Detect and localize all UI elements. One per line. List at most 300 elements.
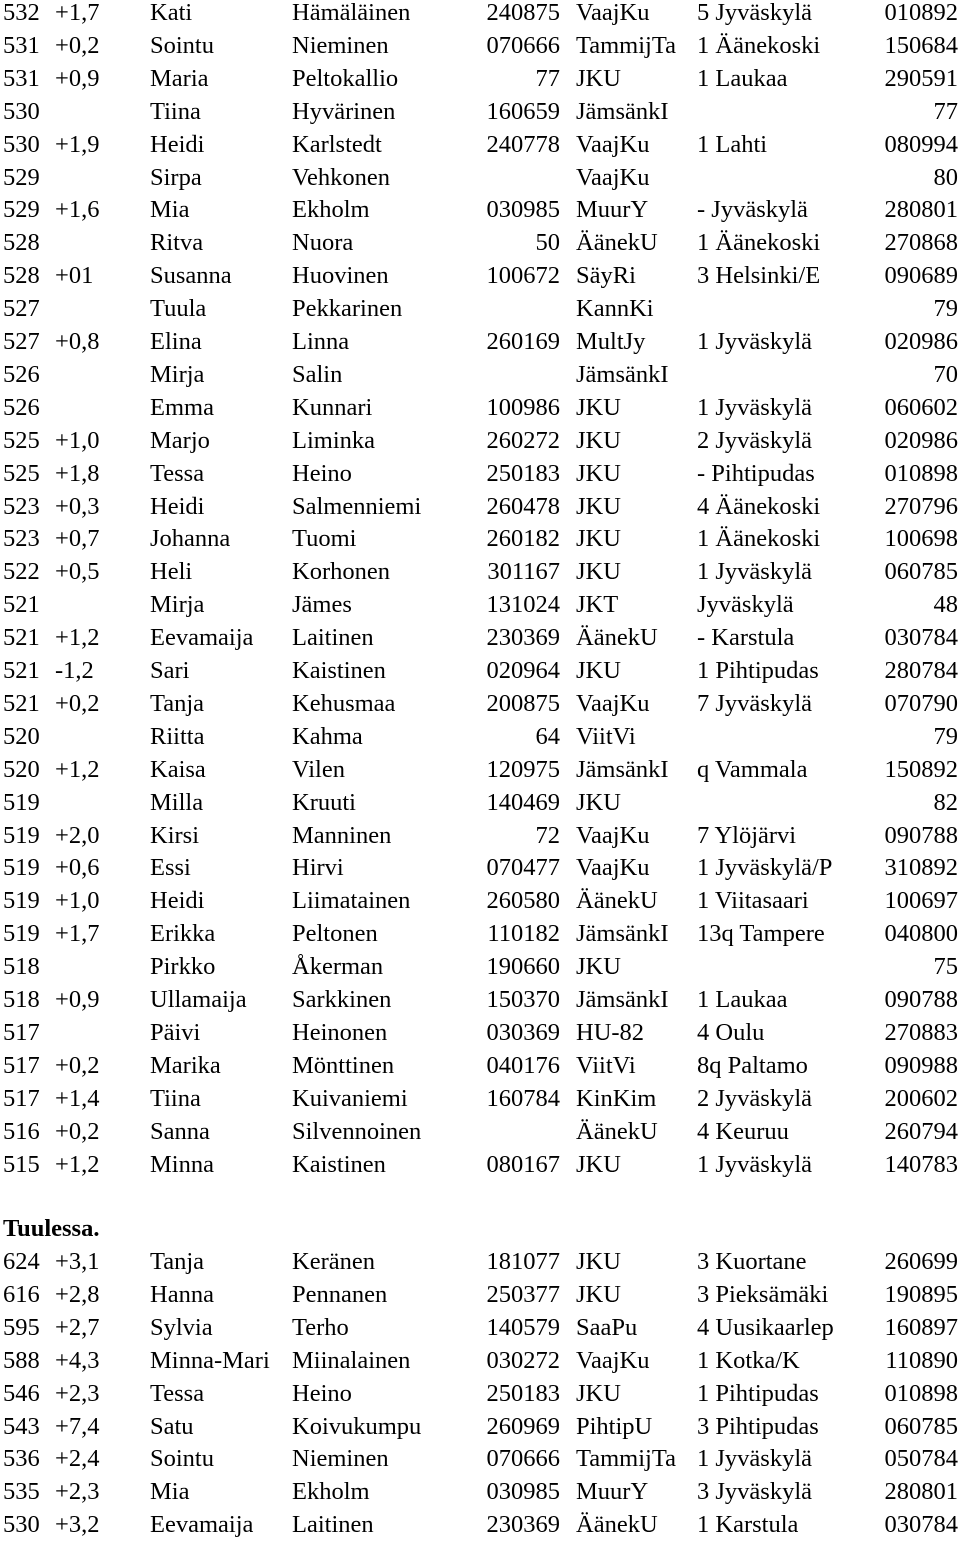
competition-date-cell: 280801 [884,1478,958,1506]
table-row [0,1311,960,1344]
club-cell: JKU [576,393,621,421]
club-cell: JKT [576,591,619,619]
placing-location-cell: 5 Jyväskylä [697,0,812,26]
competition-date-cell: 080994 [884,130,958,158]
club-cell: KannKi [576,295,654,323]
placing-location-cell: 1 Jyväskylä [697,1150,812,1178]
competition-date-cell: 110890 [885,1346,958,1374]
wind-cell: +0,9 [55,64,100,92]
table-row [0,917,960,950]
placing-location-cell: 4 Äänekoski [697,492,821,520]
club-cell: VaajKu [576,0,650,26]
first-name-cell: Sointu [150,31,214,59]
club-cell: VaajKu [576,821,650,849]
club-cell: JKU [576,558,621,586]
birth-date-cell: 100986 [486,393,560,421]
table-row [0,687,960,720]
competition-date-cell: 190895 [884,1280,958,1308]
birth-date-cell: 250377 [486,1280,560,1308]
competition-date-cell: 270868 [884,229,958,257]
wind-cell: +1,6 [55,196,100,224]
last-name-cell: Keränen [292,1248,375,1275]
placing-location-cell: 1 Karstula [697,1511,799,1539]
competition-date-cell: 050784 [884,1445,958,1473]
result-cell: 525 [3,426,40,454]
first-name-cell: Emma [150,393,214,421]
birth-date-cell: 030272 [486,1346,560,1374]
competition-date-cell: 030784 [884,624,958,652]
result-cell: 530 [3,1511,40,1539]
competition-date-cell: 160897 [884,1313,958,1341]
first-name-cell: Sylvia [150,1313,213,1341]
result-cell: 521 [3,591,40,619]
club-cell: VaajKu [576,163,650,191]
club-cell: ViitVi [576,1051,636,1079]
club-cell: ÄänekU [576,229,658,257]
birth-date-cell: 260169 [486,328,560,355]
table-row [0,786,960,819]
placing-location-cell: 1 Laukaa [697,986,788,1013]
last-name-cell: Nieminen [292,31,389,59]
first-name-cell: Kati [150,0,193,26]
result-cell: 536 [3,1445,40,1473]
wind-cell: +2,3 [55,1478,100,1506]
placing-location-cell: - Jyväskylä [697,196,808,224]
placing-location-cell: 1 Lahti [697,130,768,158]
first-name-cell: Tiina [150,97,201,125]
club-cell: JKU [576,1150,621,1178]
result-cell: 532 [3,0,40,26]
table-row [0,983,960,1016]
first-name-cell: Tessa [150,459,205,487]
last-name-cell: Peltokallio [292,64,399,92]
club-cell: HU-82 [576,1018,645,1046]
table-row [0,0,960,29]
birth-date-cell: 260478 [486,492,560,520]
last-name-cell: Kaistinen [292,657,386,684]
first-name-cell: Heli [150,558,193,586]
wind-cell: +01 [55,262,94,290]
result-cell: 546 [3,1379,40,1407]
result-cell: 530 [3,97,40,125]
club-cell: VaajKu [576,1346,650,1374]
birth-date-cell: 100672 [486,262,560,290]
birth-date-cell: 250183 [486,459,560,487]
placing-location-cell: 3 Kuortane [697,1248,807,1275]
first-name-cell: Maria [150,64,209,92]
table-row [0,259,960,292]
last-name-cell: Heino [292,1379,352,1407]
result-cell: 523 [3,492,40,520]
birth-date-cell: 070477 [486,854,560,882]
placing-location-cell: 1 Äänekoski [697,31,821,59]
last-name-cell: Korhonen [292,558,390,586]
result-cell: 517 [3,1084,40,1112]
first-name-cell: Marjo [150,426,210,454]
birth-date-cell: 181077 [486,1248,560,1275]
placing-location-cell: 1 Kotka/K [697,1346,800,1374]
first-name-cell: Ritva [150,229,204,257]
first-name-cell: Ullamaija [150,986,247,1013]
placing-location-cell: 1 Äänekoski [697,525,821,553]
placing-location-cell: 7 Jyväskylä [697,689,812,717]
table-row [0,1245,960,1278]
birth-date-cell: 160784 [486,1084,560,1112]
last-name-cell: Kaistinen [292,1150,386,1178]
result-cell: 531 [3,31,40,59]
club-cell: ÄänekU [576,1511,658,1539]
last-name-cell: Jämes [292,591,352,619]
competition-date-cell: 150892 [884,755,958,783]
result-cell: 527 [3,295,40,323]
wind-cell: +0,5 [55,558,100,586]
last-name-cell: Liminka [292,426,376,454]
birth-date-cell: 50 [535,229,560,257]
birth-date-cell: 150370 [486,986,560,1013]
competition-date-cell: 270883 [884,1018,958,1046]
wind-cell: -1,2 [55,657,94,684]
table-row [0,62,960,95]
table-row [0,161,960,194]
last-name-cell: Tuomi [292,525,357,553]
table-row [0,292,960,325]
result-cell: 588 [3,1346,40,1374]
competition-date-cell: 79 [933,722,958,750]
birth-date-cell: 301167 [487,558,560,586]
last-name-cell: Nuora [292,229,354,257]
last-name-cell: Miinalainen [292,1346,411,1374]
first-name-cell: Sanna [150,1117,210,1145]
table-row [0,654,960,687]
competition-date-cell: 010898 [884,459,958,487]
placing-location-cell: 7 Ylöjärvi [697,821,797,849]
competition-date-cell: 79 [933,295,958,323]
wind-cell: +7,4 [55,1412,100,1440]
birth-date-cell: 200875 [486,689,560,717]
placing-location-cell: - Pihtipudas [697,459,815,487]
last-name-cell: Laitinen [292,1511,374,1539]
club-cell: KinKim [576,1084,657,1112]
competition-date-cell: 310892 [884,854,958,882]
table-row [0,1115,960,1148]
birth-date-cell: 260580 [486,887,560,915]
wind-cell: +1,4 [55,1084,100,1112]
competition-date-cell: 140783 [884,1150,958,1178]
placing-location-cell: 2 Jyväskylä [697,426,812,454]
first-name-cell: Hanna [150,1280,214,1308]
birth-date-cell: 190660 [486,953,560,981]
competition-date-cell: 070790 [884,689,958,717]
wind-cell: +1,7 [55,0,100,26]
first-name-cell: Heidi [150,887,205,915]
first-name-cell: Mirja [150,360,205,388]
birth-date-cell: 120975 [486,755,560,783]
result-cell: 520 [3,755,40,783]
competition-date-cell: 090788 [884,986,958,1013]
first-name-cell: Mia [150,1478,190,1506]
placing-location-cell: 1 Pihtipudas [697,1379,819,1407]
last-name-cell: Vehkonen [292,163,390,191]
birth-date-cell: 77 [535,64,560,92]
first-name-cell: Minna [150,1150,214,1178]
last-name-cell: Heino [292,459,352,487]
wind-cell: +3,2 [55,1511,100,1539]
last-name-cell: Kahma [292,722,363,750]
first-name-cell: Riitta [150,722,205,750]
table-row [0,457,960,490]
first-name-cell: Essi [150,854,191,882]
first-name-cell: Mia [150,196,190,224]
last-name-cell: Liimatainen [292,887,411,915]
competition-date-cell: 040800 [884,920,958,948]
wind-cell: +1,2 [55,1150,100,1178]
wind-assisted-heading: Tuulessa. [3,1215,100,1242]
wind-cell: +1,0 [55,426,100,454]
last-name-cell: Linna [292,328,350,355]
birth-date-cell: 020964 [486,657,560,684]
wind-cell: +0,2 [55,689,100,717]
first-name-cell: Marika [150,1051,221,1079]
wind-cell: +1,8 [55,459,100,487]
table-row [0,819,960,852]
placing-location-cell: Jyväskylä [697,591,794,619]
wind-cell: +3,1 [55,1248,100,1275]
club-cell: JKU [576,657,621,684]
placing-location-cell: 1 Jyväskylä/P [697,854,833,882]
club-cell: JKU [576,1280,621,1308]
club-cell: PihtipU [576,1412,653,1440]
last-name-cell: Terho [292,1313,349,1341]
first-name-cell: Kirsi [150,821,199,849]
first-name-cell: Satu [150,1412,194,1440]
placing-location-cell: 1 Jyväskylä [697,558,812,586]
table-row [0,753,960,786]
table-row [0,1016,960,1049]
first-name-cell: Tiina [150,1084,201,1112]
last-name-cell: Åkerman [292,953,384,981]
first-name-cell: Sointu [150,1445,214,1473]
club-cell: JKU [576,492,621,520]
competition-date-cell: 090689 [884,262,958,290]
placing-location-cell: 8q Paltamo [697,1051,808,1079]
wind-cell: +1,0 [55,887,100,915]
table-row [0,29,960,62]
wind-cell: +0,3 [55,492,100,520]
wind-cell: +2,8 [55,1280,100,1308]
result-cell: 527 [3,328,40,355]
wind-cell: +4,3 [55,1346,100,1374]
result-cell: 528 [3,262,40,290]
result-cell: 526 [3,360,40,388]
table-row [0,325,960,358]
result-cell: 595 [3,1313,40,1341]
club-cell: VaajKu [576,130,650,158]
competition-date-cell: 70 [933,360,958,388]
first-name-cell: Kaisa [150,755,206,783]
placing-location-cell: 4 Oulu [697,1018,765,1046]
last-name-cell: Silvennoinen [292,1117,422,1145]
wind-cell: +2,0 [55,821,100,849]
birth-date-cell: 230369 [486,1511,560,1539]
result-cell: 531 [3,64,40,92]
club-cell: JKU [576,426,621,454]
club-cell: JämsänkI [576,97,669,125]
wind-cell: +2,4 [55,1445,100,1473]
first-name-cell: Minna-Mari [150,1346,270,1374]
wind-cell: +0,9 [55,986,100,1013]
table-row [0,391,960,424]
club-cell: JKU [576,64,621,92]
table-row [0,1442,960,1475]
club-cell: VaajKu [576,689,650,717]
birth-date-cell: 160659 [486,97,560,125]
first-name-cell: Tessa [150,1379,205,1407]
table-row [0,884,960,917]
wind-cell: +1,2 [55,755,100,783]
first-name-cell: Erikka [150,920,216,948]
club-cell: JämsänkI [576,986,669,1013]
table-row [0,128,960,161]
last-name-cell: Manninen [292,821,392,849]
first-name-cell: Susanna [150,262,232,290]
result-cell: 515 [3,1150,40,1178]
result-cell: 525 [3,459,40,487]
birth-date-cell: 070666 [486,31,560,59]
result-cell: 521 [3,657,40,684]
result-cell: 516 [3,1117,40,1145]
birth-date-cell: 030985 [486,1478,560,1506]
first-name-cell: Tanja [150,1248,205,1275]
result-cell: 523 [3,525,40,553]
birth-date-cell: 260969 [486,1412,560,1440]
result-cell: 519 [3,920,40,948]
competition-date-cell: 260794 [884,1117,958,1145]
competition-date-cell: 150684 [884,31,958,59]
last-name-cell: Laitinen [292,624,374,652]
birth-date-cell: 030985 [486,196,560,224]
birth-date-cell: 040176 [486,1051,560,1079]
birth-date-cell: 110182 [487,920,560,948]
last-name-cell: Ekholm [292,196,370,224]
result-cell: 519 [3,788,40,816]
last-name-cell: Hyvärinen [292,97,396,125]
wind-cell: +0,2 [55,1117,100,1145]
placing-location-cell: 3 Jyväskylä [697,1478,812,1506]
birth-date-cell: 240778 [486,130,560,158]
first-name-cell: Elina [150,328,202,355]
club-cell: JämsänkI [576,920,669,948]
result-cell: 529 [3,196,40,224]
last-name-cell: Hämäläinen [292,0,411,26]
last-name-cell: Mönttinen [292,1051,395,1079]
last-name-cell: Salmenniemi [292,492,422,520]
result-cell: 517 [3,1051,40,1079]
competition-date-cell: 020986 [884,328,958,355]
placing-location-cell: 2 Jyväskylä [697,1084,812,1112]
placing-location-cell: 1 Pihtipudas [697,657,819,684]
table-row [0,1475,960,1508]
club-cell: JKU [576,459,621,487]
result-cell: 519 [3,854,40,882]
result-cell: 526 [3,393,40,421]
result-cell: 520 [3,722,40,750]
last-name-cell: Kruuti [292,788,356,816]
birth-date-cell: 72 [535,821,560,849]
club-cell: TammijTa [576,31,676,59]
club-cell: JKU [576,1248,621,1275]
competition-date-cell: 48 [933,591,958,619]
birth-date-cell: 240875 [486,0,560,26]
club-cell: TammijTa [576,1445,676,1473]
wind-cell: +2,7 [55,1313,100,1341]
wind-cell: +1,7 [55,920,100,948]
competition-date-cell: 100697 [884,887,958,915]
result-cell: 535 [3,1478,40,1506]
last-name-cell: Salin [292,360,343,388]
last-name-cell: Koivukumpu [292,1412,422,1440]
result-cell: 616 [3,1280,40,1308]
table-row [0,1377,960,1410]
birth-date-cell: 250183 [486,1379,560,1407]
table-row [0,851,960,884]
wind-cell: +1,9 [55,130,100,158]
table-row [0,490,960,523]
placing-location-cell: 1 Jyväskylä [697,1445,812,1473]
competition-date-cell: 060602 [884,393,958,421]
placing-location-cell: 1 Äänekoski [697,229,821,257]
club-cell: ÄänekU [576,887,658,915]
last-name-cell: Pekkarinen [292,295,403,323]
birth-date-cell: 230369 [486,624,560,652]
competition-date-cell: 090788 [884,821,958,849]
last-name-cell: Kuivaniemi [292,1084,408,1112]
table-row [0,621,960,654]
result-cell: 517 [3,1018,40,1046]
table-row [0,1508,960,1541]
placing-location-cell: 4 Uusikaarlep [697,1313,834,1341]
wind-cell: +0,2 [55,1051,100,1079]
first-name-cell: Johanna [150,525,231,553]
first-name-cell: Päivi [150,1018,201,1046]
table-row [0,1410,960,1443]
birth-date-cell: 030369 [486,1018,560,1046]
first-name-cell: Eevamaija [150,1511,254,1539]
club-cell: ViitVi [576,722,636,750]
table-row [0,358,960,391]
competition-date-cell: 260699 [884,1248,958,1275]
placing-location-cell: 1 Jyväskylä [697,393,812,421]
last-name-cell: Sarkkinen [292,986,392,1013]
result-cell: 624 [3,1248,40,1275]
competition-date-cell: 200602 [884,1084,958,1112]
result-cell: 522 [3,558,40,586]
birth-date-cell: 140469 [486,788,560,816]
table-row [0,555,960,588]
table-row [0,522,960,555]
club-cell: ÄänekU [576,624,658,652]
club-cell: MuurY [576,1478,649,1506]
competition-date-cell: 290591 [884,64,958,92]
wind-cell: +0,7 [55,525,100,553]
wind-cell: +0,6 [55,854,100,882]
competition-date-cell: 100698 [884,525,958,553]
competition-date-cell: 280801 [884,196,958,224]
result-cell: 530 [3,130,40,158]
competition-date-cell: 82 [933,788,958,816]
placing-location-cell: 1 Viitasaari [697,887,809,915]
wind-cell: +0,8 [55,328,100,355]
placing-location-cell: 3 Helsinki/E [697,262,821,290]
